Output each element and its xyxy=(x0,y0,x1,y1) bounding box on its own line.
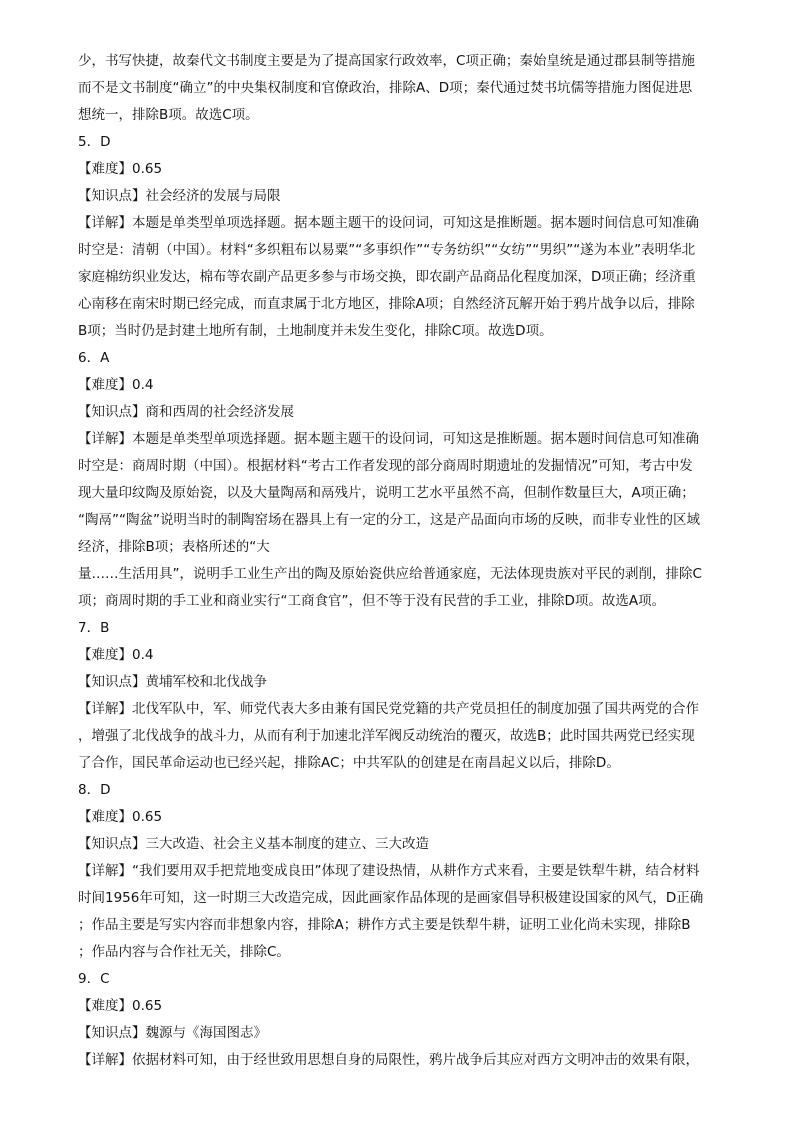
detail-line xyxy=(78,507,718,534)
knowledge-label: 【知识点】 xyxy=(78,836,146,852)
knowledge-line xyxy=(78,831,718,858)
difficulty-line xyxy=(78,993,718,1020)
knowledge-line xyxy=(78,669,718,696)
detail-line xyxy=(78,318,718,345)
detail-text: 家庭棉纺织业发达，棉布等农副产品更多参与市场交换，即农副产品商品化程度加深，D项正确；经济重 xyxy=(78,269,696,285)
detail-text: 本题是单类型单项选择题。据本题主题干的设问词，可知这是推断题。据本题时间信息可知准确 xyxy=(132,431,699,447)
detail-line xyxy=(78,237,718,264)
difficulty-label: 【难度】 xyxy=(78,377,132,393)
intro-paragraph xyxy=(78,48,718,129)
knowledge-label: 【知识点】 xyxy=(78,188,146,204)
answer-line: 7．B xyxy=(78,620,110,636)
knowledge-value: 黄埔军校和北伐战争 xyxy=(145,674,267,690)
answer-line: 9．C xyxy=(78,971,110,987)
detail-line xyxy=(78,750,718,777)
knowledge-value: 魏源与《海国图志》 xyxy=(145,1025,267,1041)
detail-line xyxy=(78,264,718,291)
detail-line xyxy=(78,912,718,939)
knowledge-line xyxy=(78,1020,718,1047)
detail-text: “陶鬲”“陶盆”说明当时的制陶窑场在器具上有一定的分工，这是产品面向市场的反映，而非专业性的区域 xyxy=(78,512,700,528)
difficulty-line xyxy=(78,642,718,669)
difficulty-label: 【难度】 xyxy=(78,647,132,663)
question-block xyxy=(78,615,718,777)
detail-text: 心南移在南宋时期已经完成，而直隶属于北方地区，排除A项；自然经济瓦解开始于鸦片战争以后，排除 xyxy=(78,296,695,312)
knowledge-label: 【知识点】 xyxy=(78,404,146,420)
difficulty-value: 0.4 xyxy=(132,647,154,663)
document-page xyxy=(78,48,718,1074)
detail-label: 【详解】 xyxy=(78,215,132,231)
detail-line xyxy=(78,534,718,561)
knowledge-line xyxy=(78,399,718,426)
knowledge-value: 社会经济的发展与局限 xyxy=(145,188,281,204)
detail-line xyxy=(78,858,718,885)
question-block xyxy=(78,777,718,966)
text-line: 想统一，排除B项。故选C项。 xyxy=(78,107,259,123)
detail-text: 经济，排除B项；表格所述的“大 xyxy=(78,539,270,555)
question-block xyxy=(78,129,718,345)
detail-line xyxy=(78,1047,718,1074)
detail-text: 项；商周时期的手工业和商业实行“工商食官”，但不等于没有民营的手工业，排除D项。故选A项。 xyxy=(78,593,666,609)
detail-text: 时空是：商周时期（中国）。根据材料“考古工作者发现的部分商周时期遗址的发掘情况”可知，考古中发 xyxy=(78,458,693,474)
detail-text: 北伐军队中，军、师党代表大多由兼有国民党党籍的共产党员担任的制度加强了国共两党的合作 xyxy=(132,701,699,717)
knowledge-label: 【知识点】 xyxy=(78,674,146,690)
detail-label: 【详解】 xyxy=(78,701,132,717)
detail-label: 【详解】 xyxy=(78,1052,132,1068)
difficulty-label: 【难度】 xyxy=(78,161,132,177)
text-line: 少，书写快捷，故秦代文书制度主要是为了提高国家行政效率，C项正确；秦始皇统是通过郡县制等措施 xyxy=(78,53,695,69)
detail-text: 本题是单类型单项选择题。据本题主题干的设问词，可知这是推断题。据本题时间信息可知准确 xyxy=(132,215,699,231)
detail-line xyxy=(78,696,718,723)
difficulty-value: 0.65 xyxy=(132,998,163,1014)
detail-text: 现大量印纹陶及原始瓷，以及大量陶鬲和鬲残片，说明工艺水平虽然不高，但制作数量巨大，A项正确； xyxy=(78,485,695,501)
knowledge-value: 三大改造、社会主义基本制度的建立、三大改造 xyxy=(145,836,429,852)
knowledge-value: 商和西周的社会经济发展 xyxy=(145,404,294,420)
answer-line: 6．A xyxy=(78,350,110,366)
detail-line xyxy=(78,885,718,912)
difficulty-line xyxy=(78,156,718,183)
difficulty-value: 0.65 xyxy=(132,809,163,825)
detail-line xyxy=(78,561,718,588)
detail-line xyxy=(78,588,718,615)
detail-line xyxy=(78,723,718,750)
detail-text: ，增强了北伐战争的战斗力，从而有利于加速北洋军阀反动统治的覆灭，故选B；此时国共两党已经实现 xyxy=(78,728,695,744)
difficulty-value: 0.65 xyxy=(132,161,163,177)
detail-text: ；作品主要是写实内容而非想象内容，排除A；耕作方式主要是铁犁牛耕，证明工业化尚未实现，排除B xyxy=(78,917,691,933)
knowledge-line xyxy=(78,183,718,210)
detail-text: ；作品内容与合作社无关，排除C。 xyxy=(78,944,290,960)
difficulty-label: 【难度】 xyxy=(78,809,132,825)
detail-text: 时空是：清朝（中国）。材料“多织粗布以易粟”“多事织作”“专务纺织”“女纺”“男织”“遂为本业”表明华北 xyxy=(78,242,696,258)
answer-line: 5．D xyxy=(78,134,111,150)
answer-line: 8．D xyxy=(78,782,111,798)
question-block xyxy=(78,345,718,615)
detail-label: 【详解】 xyxy=(78,431,132,447)
detail-text: 时间1956年可知，这一时期三大改造完成，因此画家作品体现的是画家倡导积极建设国家的风气，D正确 xyxy=(78,890,704,906)
detail-text: 依据材料可知，由于经世致用思想自身的局限性，鸦片战争后其应对西方文明冲击的效果有限， xyxy=(132,1052,699,1068)
detail-line xyxy=(78,291,718,318)
detail-text: 量……生活用具”，说明手工业生产出的陶及原始瓷供应给普通家庭，无法体现贵族对平民的剥削，排除C xyxy=(78,566,702,582)
difficulty-label: 【难度】 xyxy=(78,998,132,1014)
detail-line xyxy=(78,453,718,480)
knowledge-label: 【知识点】 xyxy=(78,1025,146,1041)
question-block xyxy=(78,966,718,1074)
detail-line xyxy=(78,210,718,237)
difficulty-line xyxy=(78,804,718,831)
difficulty-line xyxy=(78,372,718,399)
detail-line xyxy=(78,480,718,507)
difficulty-value: 0.4 xyxy=(132,377,154,393)
detail-line xyxy=(78,939,718,966)
detail-text: “我们要用双手把荒地变成良田”体现了建设热情，从耕作方式来看，主要是铁犁牛耕，结合材料 xyxy=(132,863,700,879)
text-line: 而不是文书制度“确立”的中央集权制度和官僚政治，排除A、D项；秦代通过焚书坑儒等措施力图促进思 xyxy=(78,80,693,96)
detail-text: B项；当时仍是封建土地所有制，土地制度并未发生变化，排除C项。故选D项。 xyxy=(78,323,553,339)
answer-explanations xyxy=(78,129,718,1074)
detail-line xyxy=(78,426,718,453)
detail-text: 了合作，国民革命运动也已经兴起，排除AC；中共军队的创建是在南昌起义以后，排除D。 xyxy=(78,755,620,771)
detail-label: 【详解】 xyxy=(78,863,132,879)
